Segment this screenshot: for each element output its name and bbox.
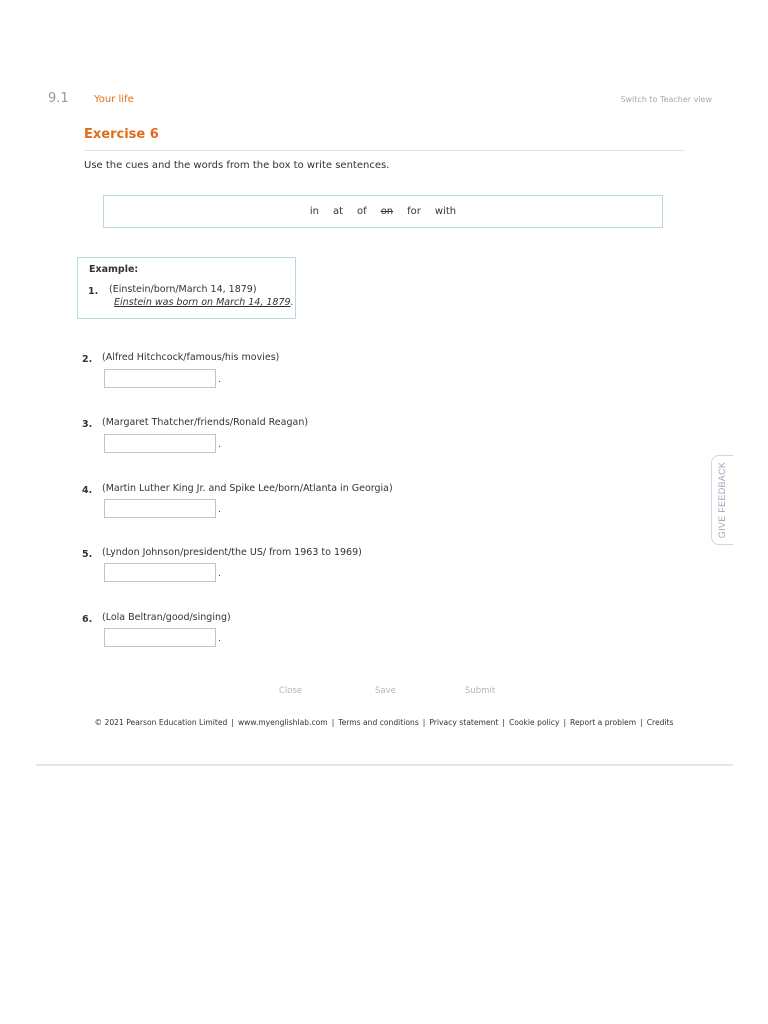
question-number: 3.: [82, 419, 93, 430]
footer-site-link[interactable]: www.myenglishlab.com: [237, 718, 328, 727]
footer-cookie-link[interactable]: Cookie policy: [508, 718, 560, 727]
answer-suffix: .: [218, 634, 221, 644]
answer-input-2[interactable]: [104, 369, 216, 388]
question-number: 2.: [82, 354, 93, 365]
footer-terms-link[interactable]: Terms and conditions: [338, 718, 419, 727]
question-cue: (Alfred Hitchcock/famous/his movies): [102, 352, 280, 363]
footer-separator: |: [502, 718, 505, 727]
word-box: [103, 195, 663, 228]
answer-input-5[interactable]: [104, 563, 216, 582]
bottom-divider: [36, 764, 733, 766]
question-cue: (Lola Beltran/good/singing): [102, 612, 231, 623]
example-answer-period: .: [290, 297, 294, 308]
exercise-title: Exercise 6: [84, 127, 159, 142]
answer-suffix: .: [218, 505, 221, 515]
footer-separator: |: [331, 718, 335, 727]
unit-number: 9.1: [48, 91, 69, 106]
answer-input-6[interactable]: [104, 628, 216, 647]
exercise-instruction: Use the cues and the words from the box to write sentences.: [84, 160, 390, 171]
title-divider: [84, 150, 685, 151]
footer-credits-link[interactable]: Credits: [646, 718, 674, 727]
footer: [0, 718, 768, 727]
unit-title: Your life: [94, 94, 134, 105]
answer-suffix: .: [218, 375, 221, 385]
answer-suffix: .: [218, 569, 221, 579]
footer-separator: |: [640, 718, 643, 727]
example-answer-text: Einstein was born on March 14, 1879: [114, 297, 291, 308]
word-box-item: of: [357, 206, 367, 217]
footer-report-link[interactable]: Report a problem: [570, 718, 637, 727]
question-cue: (Margaret Thatcher/friends/Ronald Reagan): [102, 417, 309, 428]
answer-input-3[interactable]: [104, 434, 216, 453]
word-box-item: in: [309, 206, 319, 217]
question-cue: (Martin Luther King Jr. and Spike Lee/born/Atlanta in Georgia): [102, 483, 393, 494]
footer-privacy-link[interactable]: Privacy statement: [429, 718, 499, 727]
footer-copyright: © 2021 Pearson Education Limited: [94, 718, 228, 727]
save-button[interactable]: Save: [375, 686, 396, 696]
question-number: 6.: [82, 614, 93, 625]
word-box-item-used: on: [380, 206, 394, 217]
example-number: 1.: [88, 286, 99, 297]
close-button[interactable]: Close: [279, 686, 303, 696]
answer-suffix: .: [218, 440, 221, 450]
answer-input-4[interactable]: [104, 499, 216, 518]
example-cue: (Einstein/born/March 14, 1879): [109, 284, 257, 295]
word-box-item: with: [434, 206, 457, 217]
question-number: 5.: [82, 549, 93, 560]
footer-separator: |: [563, 718, 567, 727]
give-feedback-label[interactable]: GIVE FEEDBACK: [717, 461, 727, 539]
switch-teacher-view-link[interactable]: Switch to Teacher view: [620, 95, 712, 104]
question-cue: (Lyndon Johnson/president/the US/ from 1963 to 1969): [102, 547, 362, 558]
footer-separator: |: [231, 718, 234, 727]
word-box-item: at: [332, 206, 344, 217]
submit-button[interactable]: Submit: [465, 686, 496, 696]
footer-separator: |: [422, 718, 426, 727]
word-box-item: for: [407, 206, 421, 217]
question-number: 4.: [82, 485, 93, 496]
example-label: Example:: [89, 264, 139, 275]
example-answer: [114, 297, 294, 308]
